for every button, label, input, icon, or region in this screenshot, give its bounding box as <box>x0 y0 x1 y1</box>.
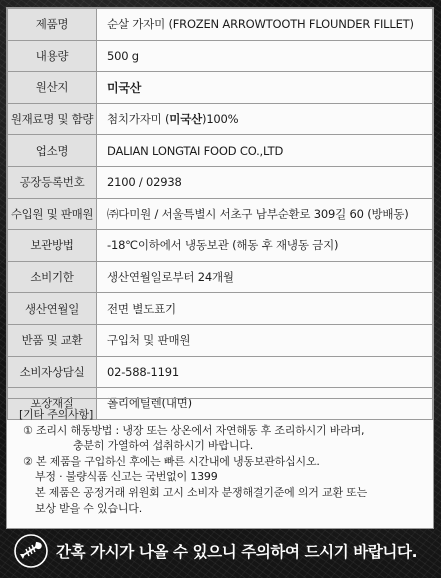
table-row <box>8 293 433 325</box>
notes-title: [기타 주의사항] <box>19 408 94 421</box>
warning-text: 간혹 가시가 나올 수 있으니 주의하여 드시기 바랍니다. <box>56 543 418 561</box>
notes-line-3: ② 본 제품을 구입하신 후에는 빠른 시간내에 냉동보관하십시오. <box>23 454 320 468</box>
row-label-net-weight: 내용량 <box>8 40 97 72</box>
row-value-ingredients <box>97 103 433 135</box>
table-row <box>8 261 433 293</box>
row-label-manufacturer: 업소명 <box>8 135 97 167</box>
row-label-packaging: 포장재질 <box>8 388 97 420</box>
table-row <box>8 40 433 72</box>
row-label-storage: 보관방법 <box>8 230 97 262</box>
table-row <box>8 103 433 135</box>
table-row <box>8 230 433 262</box>
table-row <box>8 9 433 41</box>
notes-line-2: 충분히 가열하여 섭취하시기 바랍니다. <box>73 439 254 453</box>
row-label-production-date: 생산연월일 <box>8 293 97 325</box>
fish-bone-icon <box>14 534 48 568</box>
row-label-returns: 반품 및 교환 <box>8 324 97 356</box>
row-value-product-name: 순살 가자미 (FROZEN ARROWTOOTH FLOUNDER FILLET) <box>97 9 433 41</box>
table-row <box>8 356 433 388</box>
caution-notes <box>7 398 433 528</box>
row-value-packaging: 폴리에틸렌(내면) <box>97 388 433 420</box>
bone-warning-banner <box>14 533 426 569</box>
row-label-ingredients: 원재료명 및 함량 <box>8 103 97 135</box>
table-row <box>8 135 433 167</box>
row-value-factory-reg: 2100 / 02938 <box>97 166 433 198</box>
ingredients-origin: 미국산 <box>169 112 203 127</box>
row-label-product-name: 제품명 <box>8 9 97 41</box>
row-value-returns: 구입처 및 판매원 <box>97 324 433 356</box>
row-value-manufacturer: DALIAN LONGTAI FOOD CO.,LTD <box>97 135 433 167</box>
info-panel <box>7 8 433 528</box>
ingredients-prefix: 첨치가자미 ( <box>107 112 170 127</box>
row-label-consumer-center: 소비자상담실 <box>8 356 97 388</box>
table-row <box>8 324 433 356</box>
row-label-origin: 원산지 <box>8 72 97 104</box>
table-row <box>8 198 433 230</box>
notes-line-4: 부정 · 불량식품 신고는 국번없이 1399 <box>35 470 218 484</box>
product-info-table <box>7 8 433 420</box>
row-value-expiry: 생산연월일로부터 24개월 <box>97 261 433 293</box>
table-row <box>8 166 433 198</box>
row-value-importer: ㈜다미원 / 서울특별시 서초구 남부순환로 309길 60 (방배동) <box>97 198 433 230</box>
notes-line-5: 본 제품은 공정거래 위원회 고시 소비자 분쟁해결기준에 의거 교환 또는 <box>35 485 368 499</box>
row-value-production-date: 전면 별도표기 <box>97 293 433 325</box>
row-value-net-weight: 500 g <box>97 40 433 72</box>
table-row <box>8 72 433 104</box>
ingredients-suffix: )100% <box>202 112 239 127</box>
row-label-factory-reg: 공장등록번호 <box>8 166 97 198</box>
notes-line-6: 보상 받을 수 있습니다. <box>35 501 143 515</box>
row-label-expiry: 소비기한 <box>8 261 97 293</box>
notes-line-1: ① 조리시 해동방법 : 냉장 또는 상온에서 자연해동 후 조리하시기 바라며, <box>23 423 365 437</box>
row-value-consumer-center: 02-588-1191 <box>97 356 433 388</box>
row-label-importer: 수입원 및 판매원 <box>8 198 97 230</box>
row-value-storage: -18℃이하에서 냉동보관 (해동 후 재냉동 금지) <box>97 230 433 262</box>
row-value-origin: 미국산 <box>97 72 433 104</box>
